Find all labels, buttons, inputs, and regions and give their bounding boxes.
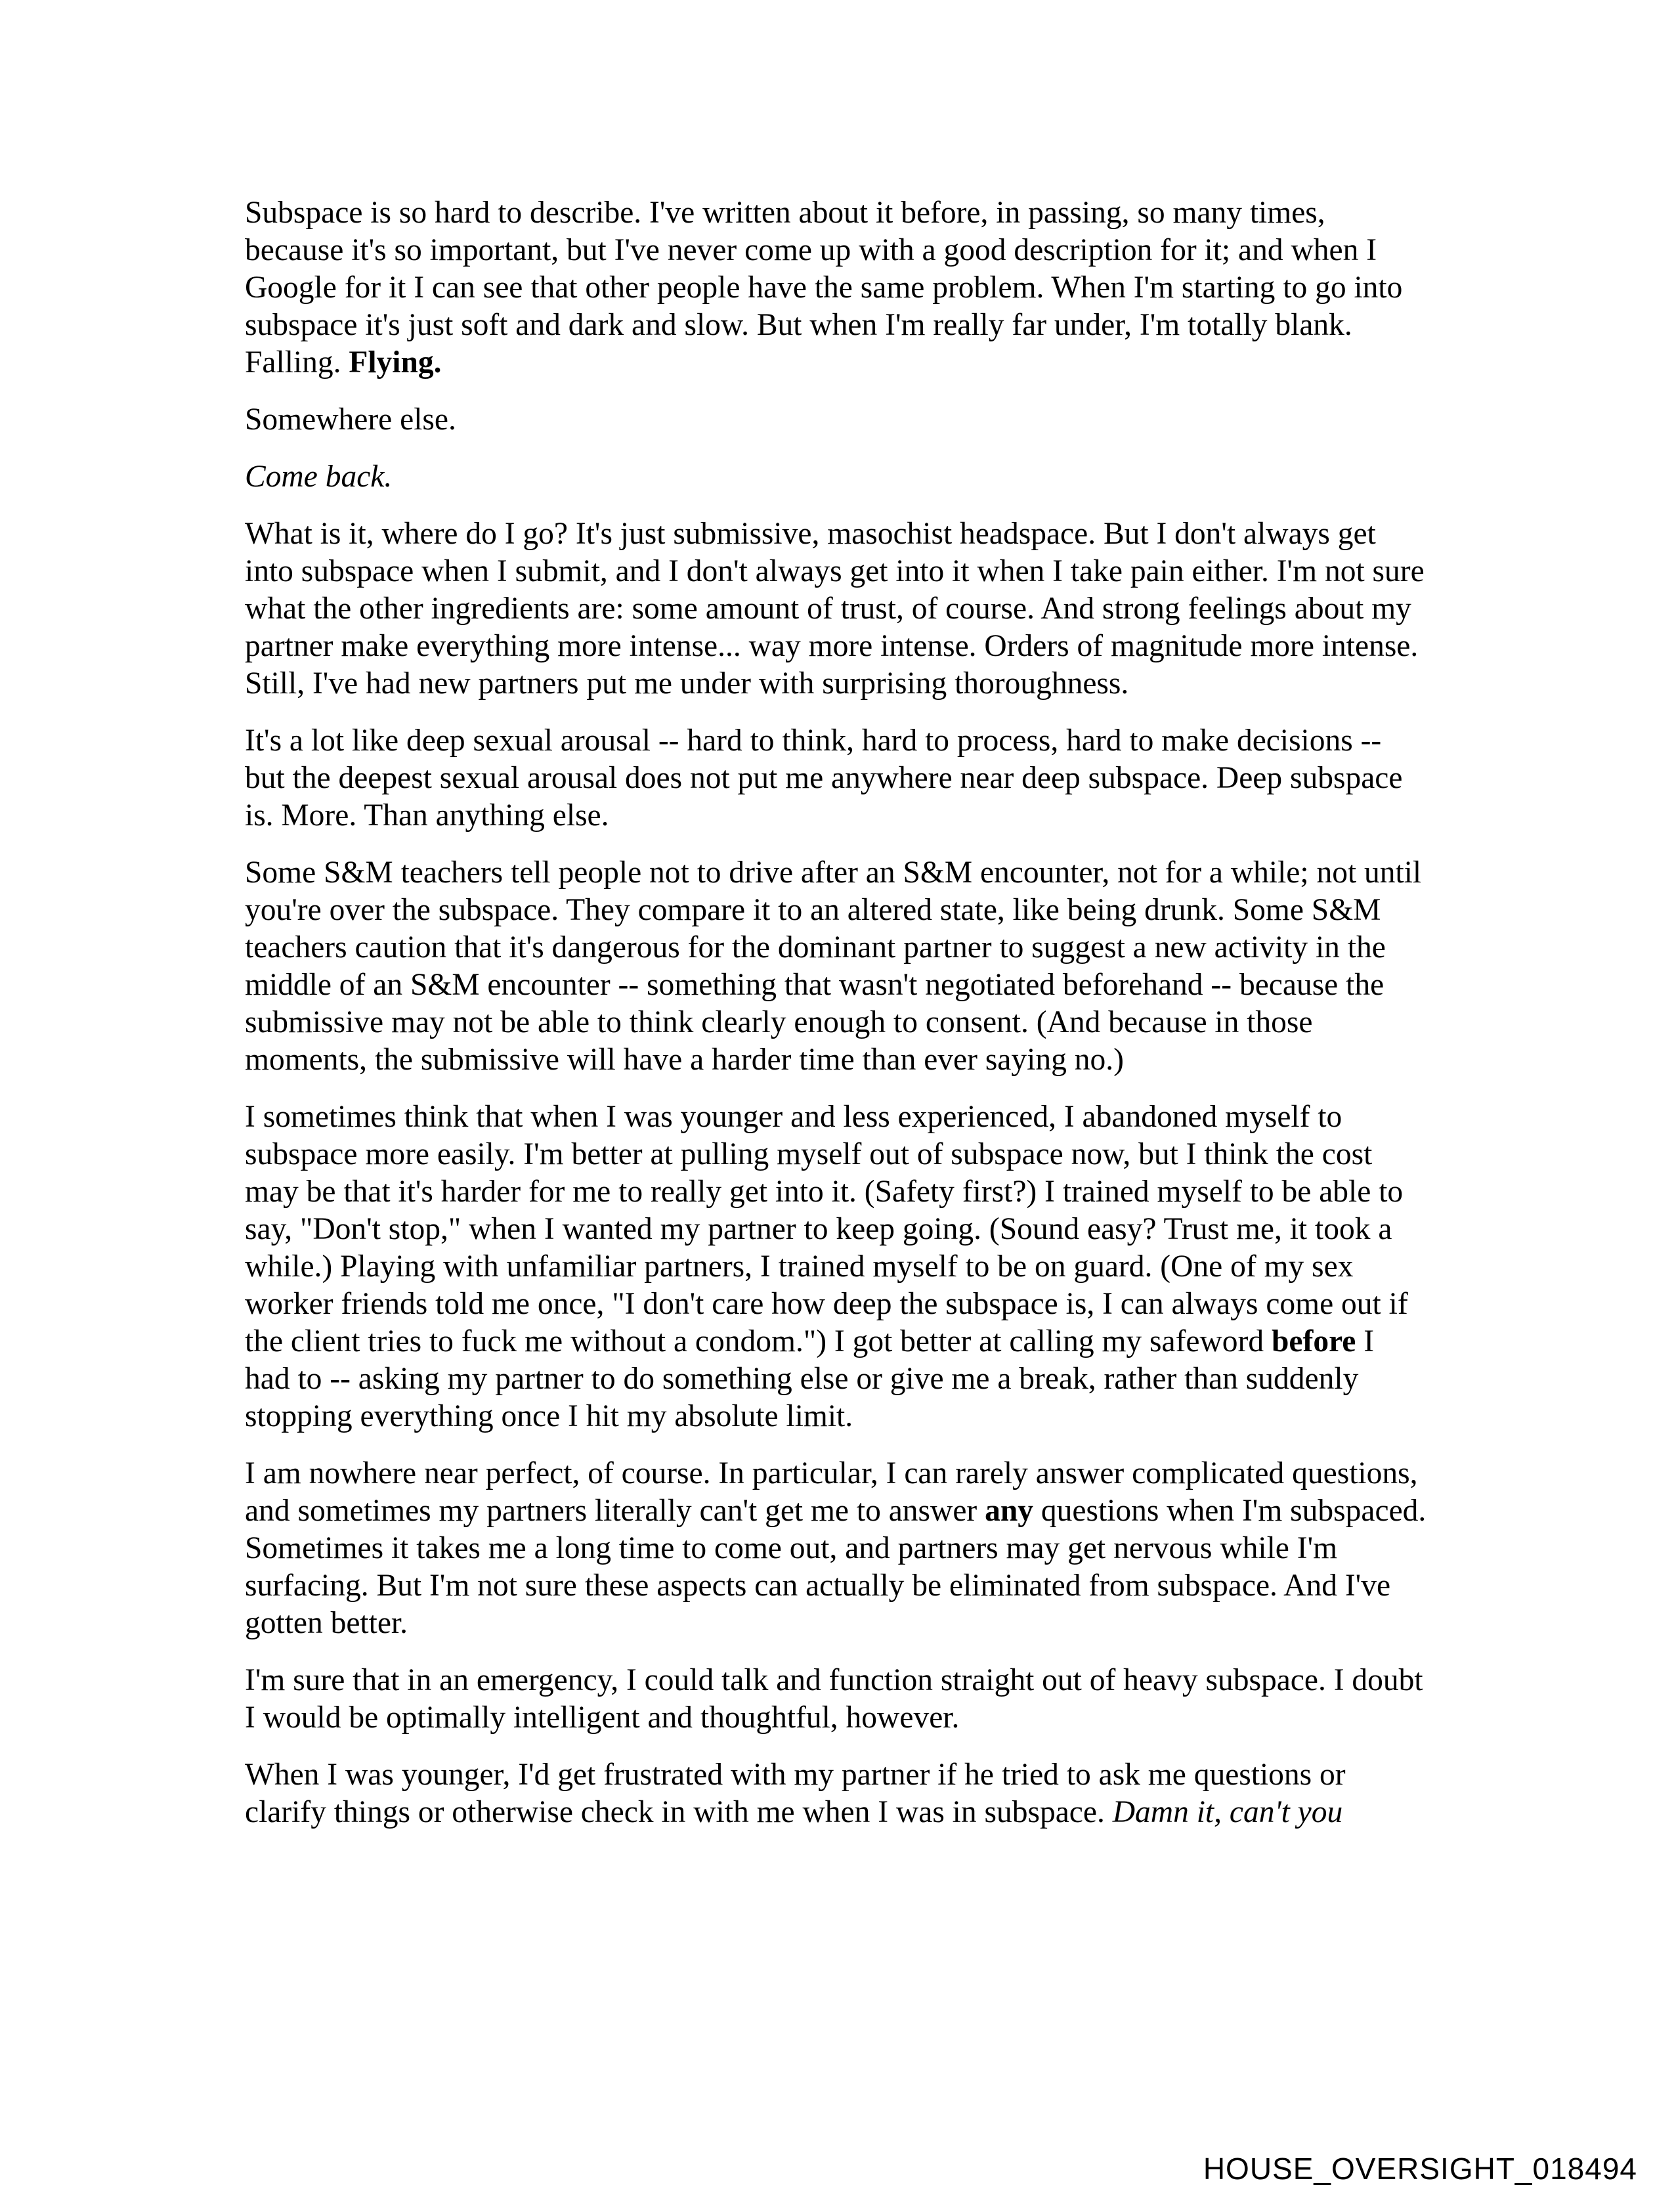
paragraph-7-text-b: I had to -- asking my partner to do something else or give me a break, rather than suddenly stopping everything once I hit my absolute limit. <box>245 1324 1375 1433</box>
paragraph-6: Some S&M teachers tell people not to drive after an S&M encounter, not for a while; not until you're over the subspace. They compare it to an altered state, like being drunk. Some S&M teachers caution that it's dangerous for the dominant partner to suggest a new activity in the middle of an S&M encounter -- something that wasn't negotiated beforehand -- because the submissive may not be able to think clearly enough to consent. (And because in those moments, the submissive will have a harder time than ever saying no.) <box>245 856 1422 1077</box>
paragraph-5: It's a lot like deep sexual arousal -- hard to think, hard to process, hard to make decisions -- but the deepest sexual arousal does not put me anywhere near deep subspace. Deep subspace is. More. Than anything else. <box>245 724 1403 833</box>
paragraph-10 <box>245 1756 1427 1831</box>
paragraph-8-bold-any: any <box>985 1494 1034 1528</box>
paragraph-10-text: When I was younger, I'd get frustrated with my partner if he tried to ask me questions or clarify things or otherwise check in with me when I was in subspace. <box>245 1758 1346 1829</box>
paragraph-7-bold-before: before <box>1272 1324 1356 1358</box>
paragraph-8-text-b: questions when I'm subspaced. Sometimes it takes me a long time to come out, and partners may get nervous while I'm surfacing. But I'm not sure these aspects can actually be eliminated from subspace. And I've gotten better. <box>245 1494 1427 1640</box>
paragraph-2: Somewhere else. <box>245 402 456 437</box>
document-body <box>245 194 1427 1851</box>
paragraph-4: What is it, where do I go? It's just submissive, masochist headspace. But I don't always get into subspace when I submit, and I don't always get into it when I take pain either. I'm not sure what the other ingredients are: some amount of trust, of course. And strong feelings about my partner make everything more intense... way more intense. Orders of magnitude more intense. Still, I've had new partners put me under with surprising thoroughness. <box>245 517 1425 701</box>
paragraph-1-bold-flying: Flying. <box>349 345 442 380</box>
paragraph-1 <box>245 194 1427 381</box>
paragraph-7 <box>245 1098 1427 1435</box>
paragraph-8-text-a: I am nowhere near perfect, of course. In particular, I can rarely answer complicated questions, and sometimes my partners literally can't get me to answer <box>245 1456 1418 1528</box>
paragraph-7-text-a: I sometimes think that when I was younger and less experienced, I abandoned myself to subspace more easily. I'm better at pulling myself out of subspace now, but I think the cost may be that it's harder for me to really get into it. (Safety first?) I trained myself to be able to say, "Don't stop," when I wanted my partner to keep going. (Sound easy? Trust me, it took a while.) Playing with unfamiliar partners, I trained myself to be on guard. (One of my sex worker friends told me once, "I don't care how deep the subspace is, I can always come out if the client tries to fuck me without a condom.") I got better at calling my safeword <box>245 1100 1408 1358</box>
paragraph-3-italic: Come back. <box>245 460 393 494</box>
paragraph-10-italic: Damn it, can't you <box>1112 1795 1343 1829</box>
bates-number: HOUSE_OVERSIGHT_018494 <box>1203 2152 1637 2186</box>
paragraph-1-text: Subspace is so hard to describe. I've written about it before, in passing, so many times, because it's so important, but I've never come up with a good description for it; and when I Google for it I can see that other people have the same problem. When I'm starting to go into subspace it's just soft and dark and slow. But when I'm really far under, I'm totally blank. Falling. <box>245 196 1403 380</box>
paragraph-8 <box>245 1455 1427 1642</box>
paragraph-3 <box>245 458 1427 496</box>
paragraph-9: I'm sure that in an emergency, I could talk and function straight out of heavy subspace. I doubt I would be optimally intelligent and thoughtful, however. <box>245 1663 1423 1735</box>
